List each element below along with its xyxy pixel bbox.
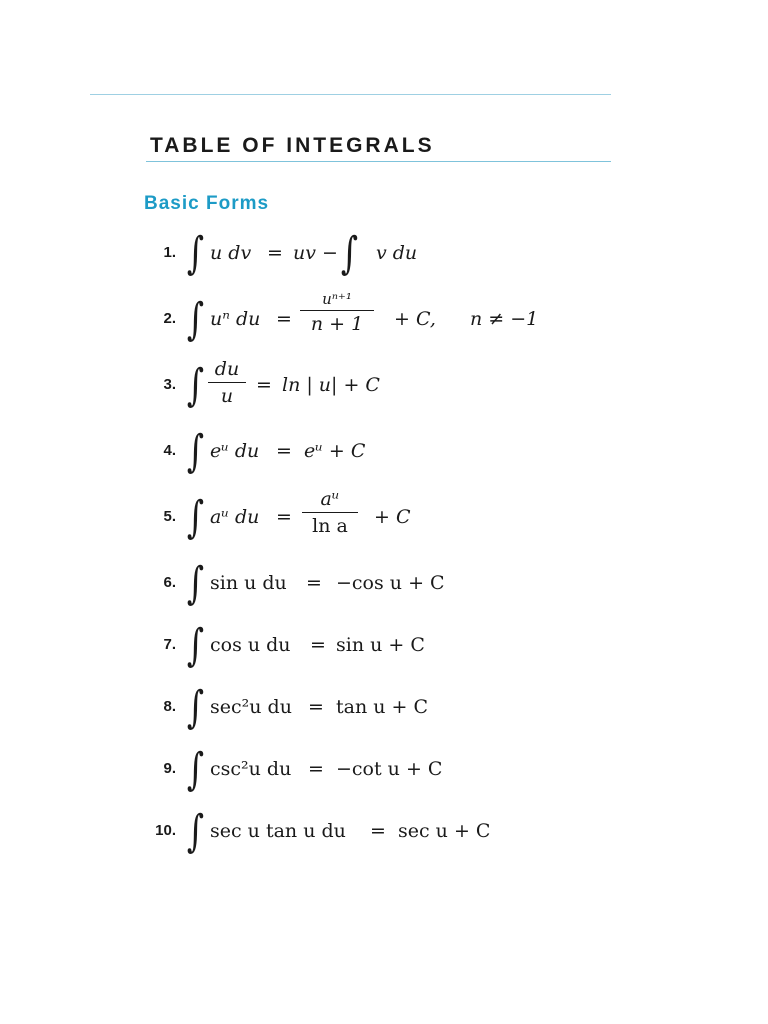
fraction-numerator: aᵘ [320, 488, 340, 510]
fraction-bar [302, 512, 358, 513]
integral-rhs: + C, [394, 308, 436, 330]
equals-sign: = [308, 758, 324, 780]
equals-sign: = [276, 506, 292, 528]
integral-row-9 [0, 740, 768, 800]
integral-sign-icon: ∫ [186, 744, 205, 795]
integral-row-5 [0, 488, 768, 548]
row-number: 7. [163, 636, 176, 653]
integral-row-7 [0, 616, 768, 676]
row-number: 6. [163, 574, 176, 591]
integral-lhs: sin u du [210, 572, 287, 594]
integral-row-8 [0, 678, 768, 738]
integral-row-4 [0, 422, 768, 482]
integral-row-6 [0, 554, 768, 614]
fraction [208, 358, 246, 407]
row-number: 9. [163, 760, 176, 777]
row-number: 4. [163, 442, 176, 459]
integral-sign-icon: ∫ [186, 492, 205, 543]
fraction-bar [208, 382, 246, 383]
row-number: 10. [155, 822, 176, 839]
fraction-bar [300, 310, 374, 311]
integral-rhs: + C [374, 506, 411, 528]
integral-sign-icon: ∫ [186, 806, 205, 857]
fraction [300, 290, 374, 335]
integral-row-10 [0, 802, 768, 862]
integral-sign-icon: ∫ [186, 360, 205, 411]
fraction-denominator: u [220, 385, 234, 408]
integral-row-2 [0, 290, 768, 350]
row-number: 5. [163, 508, 176, 525]
top-divider [90, 94, 611, 95]
fraction-denominator: n + 1 [310, 313, 364, 336]
integral-rhs: sin u + C [336, 634, 425, 656]
equals-sign: = [310, 634, 326, 656]
integral-lhs: uⁿ du [210, 308, 261, 330]
fraction-denominator: ln a [312, 515, 348, 538]
integral-sign-icon: ∫ [186, 558, 205, 609]
row-number: 8. [163, 698, 176, 715]
integral-lhs: sec u tan u du [210, 820, 346, 842]
integral-sign-icon: ∫ [186, 228, 205, 279]
integral-rhs: −cot u + C [336, 758, 443, 780]
integral-lhs: sec²u du [210, 696, 292, 718]
integral-lhs: cos u du [210, 634, 291, 656]
row-number: 1. [163, 244, 176, 261]
integral-sign-icon: ∫ [186, 682, 205, 733]
integral-rhs: eᵘ + C [304, 440, 366, 462]
integral-sign-icon: ∫ [186, 294, 205, 345]
equals-sign: = [306, 572, 322, 594]
integral-row-3 [0, 356, 768, 416]
integral-lhs: eᵘ du [210, 440, 260, 462]
equals-sign: = [256, 374, 272, 396]
row-number: 2. [163, 310, 176, 327]
integral-row-1 [0, 224, 768, 284]
integral-sign-icon: ∫ [186, 426, 205, 477]
fraction-numerator: du [214, 358, 240, 380]
title-underline [146, 161, 611, 162]
integral-lhs: aᵘ du [210, 506, 260, 528]
equals-sign: = [308, 696, 324, 718]
fraction [302, 488, 358, 537]
equals-sign: = [267, 242, 283, 264]
equals-sign: = [276, 308, 292, 330]
equals-sign: = [276, 440, 292, 462]
integral-rhs: uv − [293, 242, 338, 264]
section-heading: Basic Forms [144, 193, 270, 214]
integral-rhs: tan u + C [336, 696, 429, 718]
integral-rhs: sec u + C [398, 820, 491, 842]
equals-sign: = [370, 820, 386, 842]
condition: n ≠ −1 [470, 308, 539, 330]
integral-lhs: u dv [210, 242, 252, 264]
integral-sign-icon: ∫ [186, 620, 205, 671]
fraction-numerator: uⁿ⁺¹ [322, 290, 352, 308]
integral-rhs: −cos u + C [336, 572, 445, 594]
row-number: 3. [163, 376, 176, 393]
page-title: TABLE OF INTEGRALS [150, 134, 435, 157]
integral-sign-icon: ∫ [340, 228, 359, 279]
integral-rhs: ln | u| + C [282, 374, 380, 396]
integral-lhs: csc²u du [210, 758, 292, 780]
integral-rhs-term: v du [376, 242, 418, 264]
